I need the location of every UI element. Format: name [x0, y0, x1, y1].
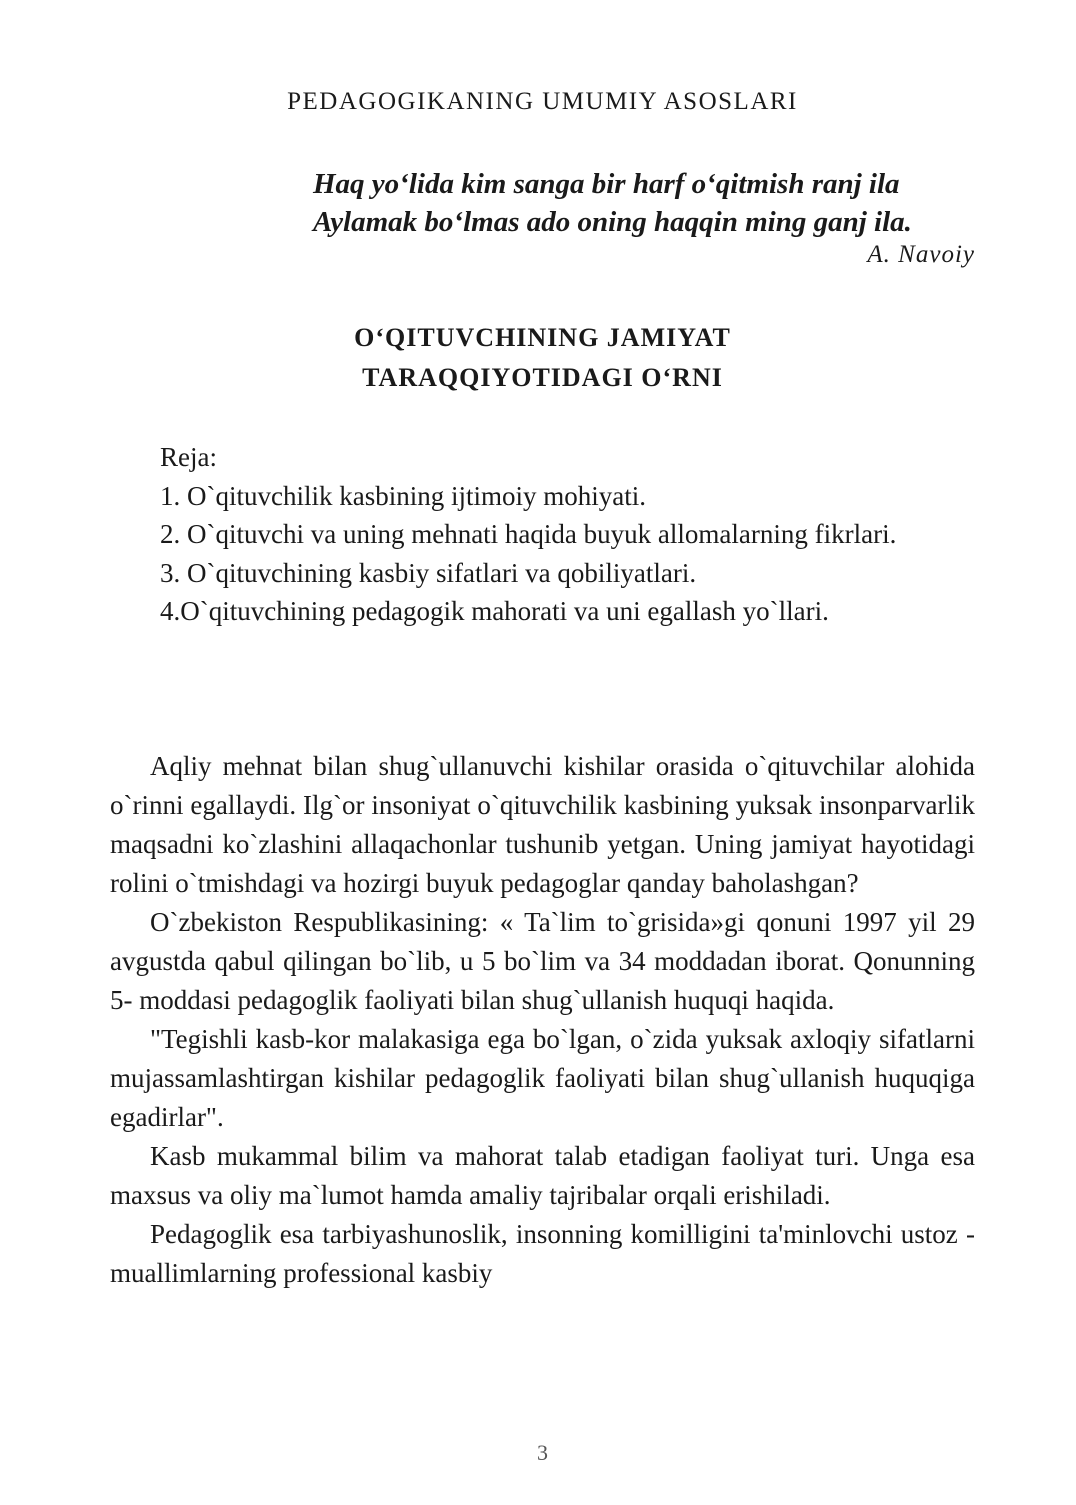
page-number: 3: [537, 1440, 548, 1465]
body-text: [110, 747, 975, 1293]
epigraph: [265, 165, 975, 269]
paragraph: "Tegishli kasb-kor malakasiga ega bo`lgan, o`zida yuksak axloqiy sifatlarni mujassamlashtirgan kishilar pedagoglik faoliyati bilan shug`ullanish huquqiga egadirlar".: [110, 1024, 975, 1132]
running-head: PEDAGOGIKANING UMUMIY ASOSLARI: [287, 88, 798, 115]
plan-section: [110, 438, 975, 631]
plan-heading: Reja:: [160, 442, 217, 472]
chapter-title: [110, 318, 975, 398]
book-page: [110, 0, 975, 1505]
plan-item: 2. O`qituvchi va uning mehnati haqida buyuk allomalarning fikrlari.: [160, 519, 897, 549]
epigraph-author: A. Navoiy: [867, 241, 975, 268]
paragraph: Pedagoglik esa tarbiyashunoslik, insonning komilligini ta'minlovchi ustoz - muallimlarning professional kasbiy: [110, 1219, 975, 1288]
chapter-title-line-2: TARAQQIYOTIDAGI O‘RNI: [362, 363, 723, 392]
plan-item: 1. O`qituvchilik kasbining ijtimoiy mohiyati.: [160, 480, 646, 511]
plan-item: 3. O`qituvchining kasbiy sifatlari va qobiliyatlari.: [160, 557, 697, 588]
epigraph-line-2: Aylamak bo‘lmas ado oning haqqin ming ganj ila.: [313, 206, 912, 238]
paragraph: Kasb mukammal bilim va mahorat talab etadigan faoliyat turi. Unga esa maxsus va oliy ma`lumot hamda amaliy tajribalar orqali erishiladi.: [110, 1141, 975, 1210]
paragraph: O`zbekiston Respublikasining: « Ta`lim to`grisida»gi qonuni 1997 yil 29 avgustda qabul qilingan bo`lib, u 5 bo`lim va 34 moddadan iborat. Qonunning 5- moddasi pedagoglik faoliyati bilan shug`ullanish huquqi haqida.: [110, 907, 975, 1015]
epigraph-line-1: Haq yo‘lida kim sanga bir harf o‘qitmish ranj ila: [313, 168, 900, 200]
paragraph: Aqliy mehnat bilan shug`ullanuvchi kishilar orasida o`qituvchilar alohida o`rinni egallaydi. Ilg`or insoniyat o`qituvchilik kasbining yuksak insonparvarlik maqsadni ko`zlashini allaqachonlar tushunib yetgan. Uning jamiyat hayotidagi rolini o`tmishdagi va hozirgi buyuk pedagoglar qanday baholashgan?: [110, 751, 975, 898]
plan-item: 4.O`qituvchining pedagogik mahorati va uni egallash yo`llari.: [160, 596, 829, 626]
chapter-title-line-1: O‘QITUVCHINING JAMIYAT: [354, 323, 731, 352]
